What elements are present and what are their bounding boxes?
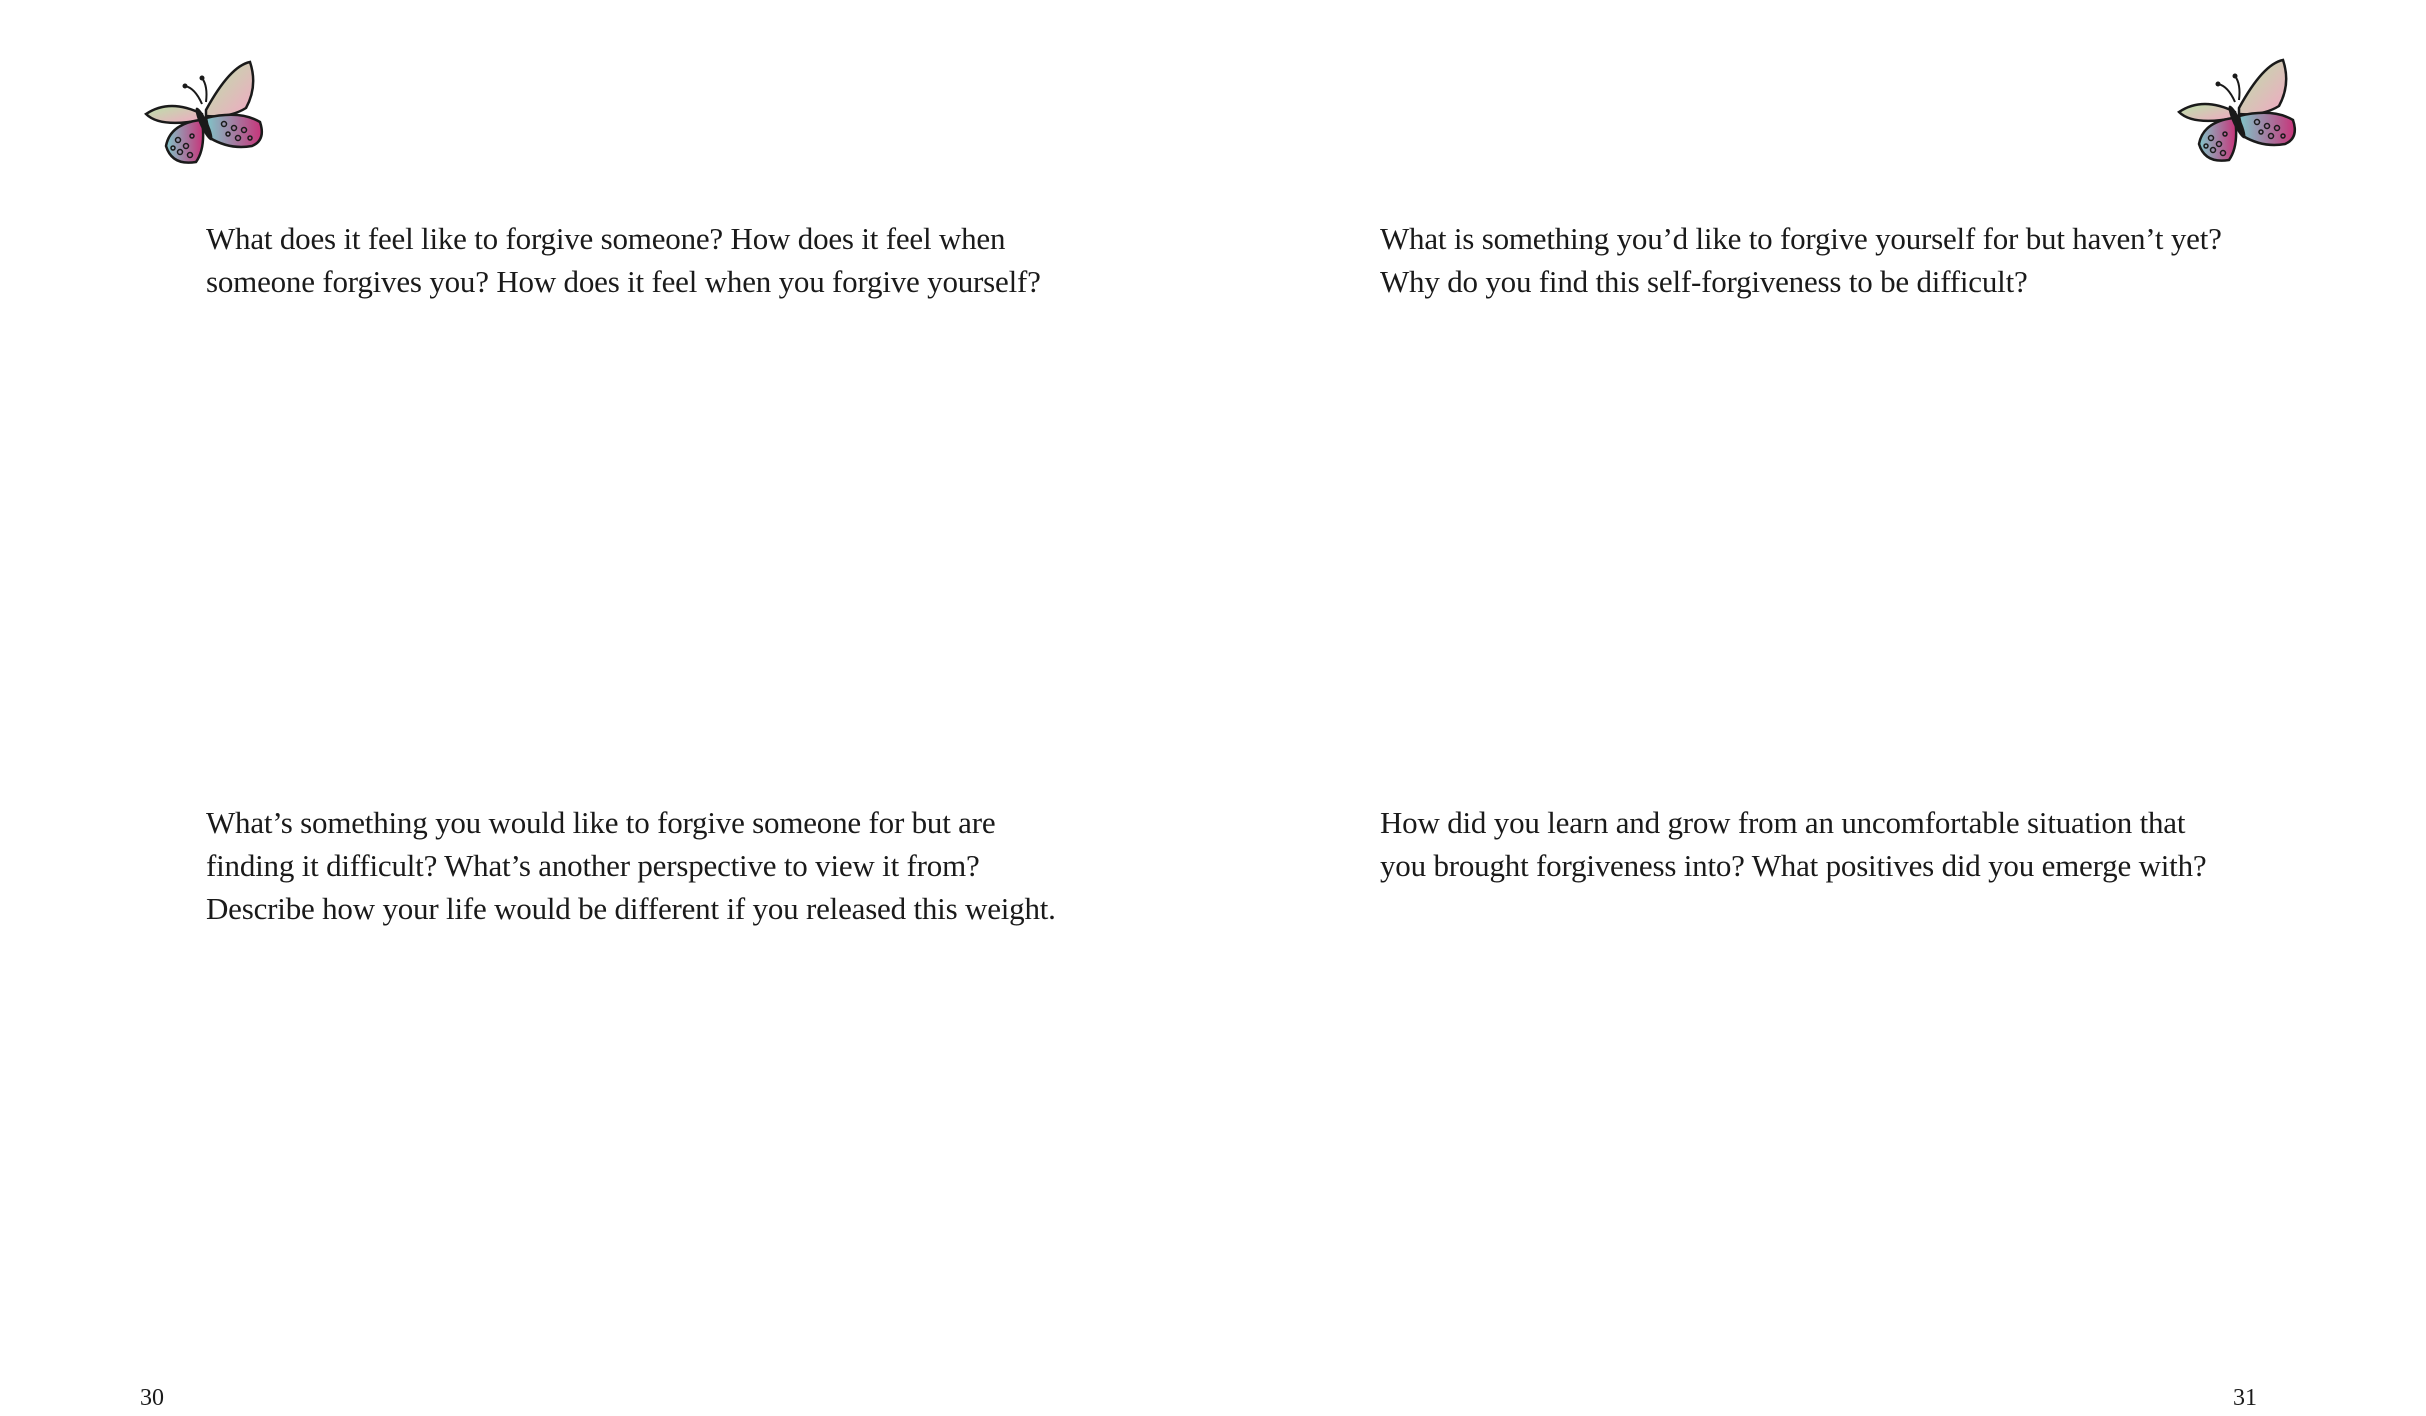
butterfly-icon [140, 58, 270, 170]
journal-prompt-forgive-yourself: What is something you’d like to forgive yourself for but haven’t yet? Why do you find this self-forgiveness to be difficult? [1380, 221, 2222, 299]
right-page [1213, 0, 2426, 1416]
journal-prompt-forgive-someone: What’s something you would like to forgive someone for but are finding it difficult? What’s another perspective to view it from? Describe how your life would be different if you released this weight. [206, 805, 1056, 926]
butterfly-icon [2173, 56, 2303, 168]
journal-prompt-learn-grow: How did you learn and grow from an uncomfortable situation that you brought forgiveness into? What positives did you emerge with? [1380, 805, 2207, 883]
page-number: 31 [2233, 1385, 2257, 1411]
journal-prompt-forgive-feel: What does it feel like to forgive someone? How does it feel when someone forgives you? How does it feel when you forgive yourself? [206, 221, 1041, 299]
page-number: 30 [140, 1385, 164, 1411]
